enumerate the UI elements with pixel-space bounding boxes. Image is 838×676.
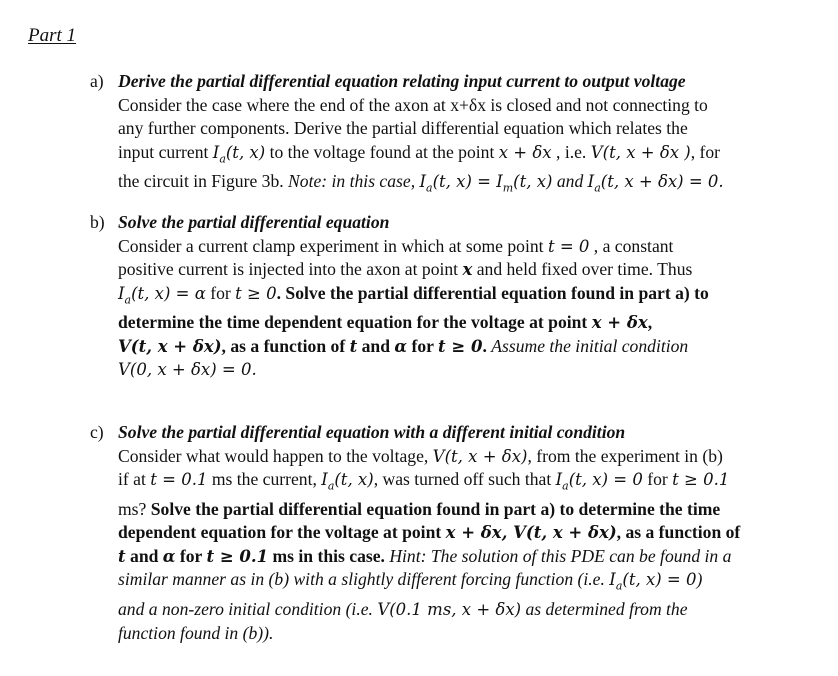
- question-c-line-7: and a non-zero initial condition (i.e. V(0.1 ms, x + δx) as determined from the: [118, 599, 688, 620]
- question-b-line-6: V(0, x + δx) = 0.: [118, 360, 257, 380]
- question-c-line-8: function found in (b)).: [118, 622, 274, 643]
- part-title: Part 1: [28, 25, 77, 46]
- question-c-line-5: t and α for t ≥ 0.1 ms in this case. Hint: The solution of this PDE can be found in a: [118, 545, 732, 566]
- question-c-line-2: if at t = 0.1 ms the current, $I_a(t$, x), was turned off such that $I_a(t$, x) = 0 for t ≥ 0.1: [118, 469, 730, 493]
- question-c-heading: [90, 421, 820, 445]
- question-b-heading: [90, 211, 820, 235]
- question-a: [90, 70, 820, 200]
- question-a-line-2: any further components. Derive the partial differential equation which relates the: [118, 118, 688, 138]
- question-c-line-3: ms? Solve the partial differential equation found in part a) to determine the time: [118, 498, 721, 519]
- question-b-line-5: V(t, x + δx), as a function of t and α for t ≥ 0. Assume the initial condition: [118, 335, 689, 356]
- question-b-line-2: positive current is injected into the axon at point x and held fixed over time. Thus: [118, 259, 693, 279]
- question-c-letter: c): [90, 422, 104, 442]
- question-b-line-4: determine the time dependent equation for the voltage at point x + δx,: [118, 312, 653, 333]
- question-b: [90, 211, 820, 382]
- question-a-title: Derive the partial differential equation relating input current to output voltage: [118, 71, 686, 91]
- question-a-line-1: Consider the case where the end of the axon at x+δx is closed and not connecting to: [118, 94, 708, 115]
- question-c-line-1: Consider what would happen to the voltage, V(t, x + δx), from the experiment in (b): [118, 445, 723, 466]
- question-c-line-4: dependent equation for the voltage at point x + δx, V(t, x + δx), as a function of: [118, 522, 741, 543]
- question-c-line-6: similar manner as in (b) with a slightly different forcing function (i.e. $I_a(t$, x) = 0): [118, 569, 703, 593]
- question-c-title: Solve the partial differential equation with a different initial condition: [118, 422, 626, 442]
- question-c: [90, 421, 820, 645]
- question-b-line-1: Consider a current clamp experiment in which at some point t = 0 , a constant: [118, 235, 674, 256]
- question-b-line-3: $I_a(t$, x) = α for t ≥ 0. Solve the partial differential equation found in part a) to: [118, 282, 709, 306]
- question-a-line-4: the circuit in Figure 3b. Note: in this case, $I_a(t$, $x) = I_m(t$, x) and $I_a(t$, x + δx) = 0.: [118, 171, 724, 195]
- question-b-letter: b): [90, 212, 105, 232]
- question-b-title: Solve the partial differential equation: [118, 212, 390, 232]
- question-a-line-3: input current $I_a(t$, x) to the voltage found at the point x + δx , i.e. V(t, x + δx ), for: [118, 141, 721, 165]
- question-a-heading: [90, 70, 820, 94]
- question-a-letter: a): [90, 71, 104, 91]
